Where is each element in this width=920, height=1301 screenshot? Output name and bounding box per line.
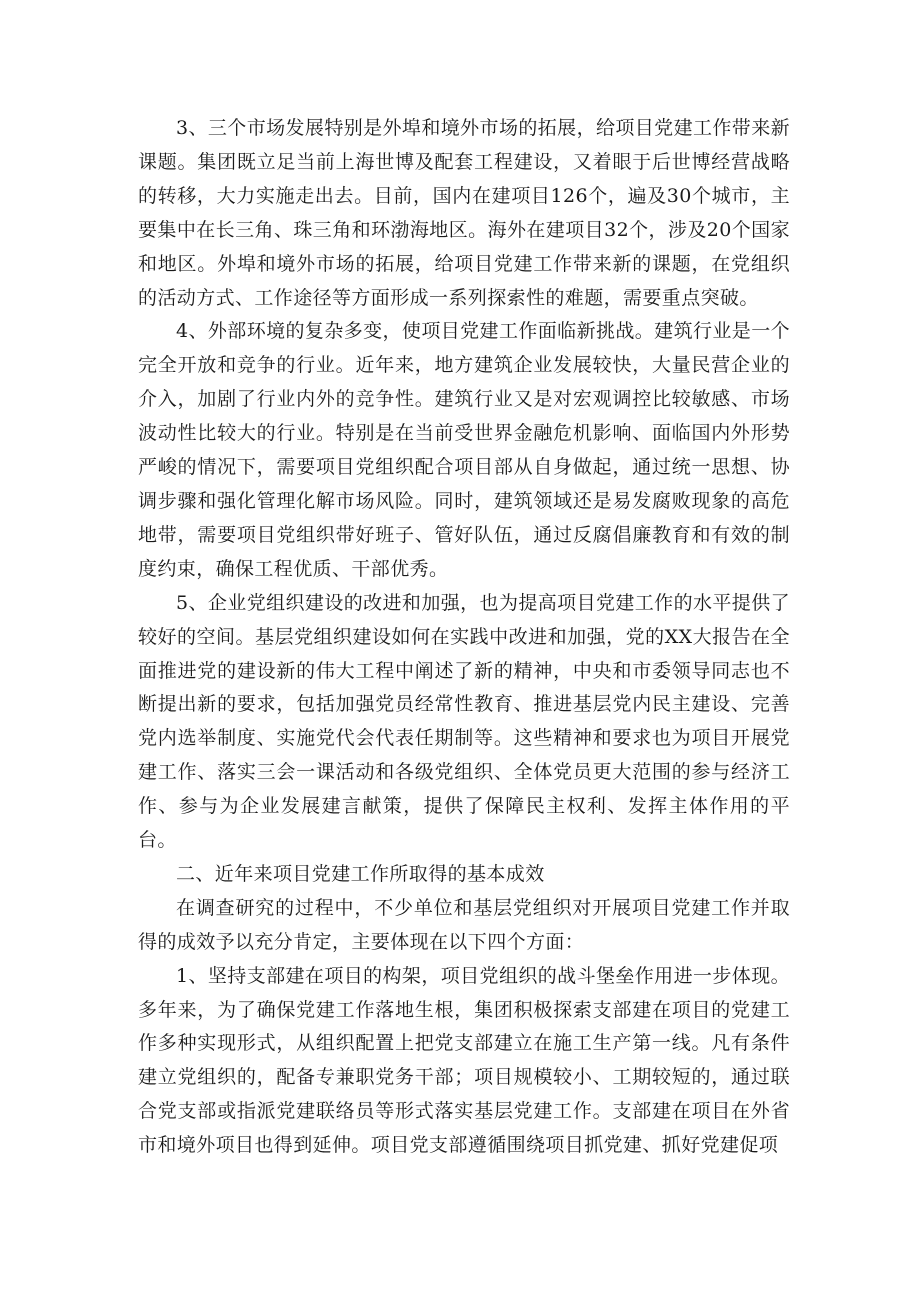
document-body <box>138 112 790 1163</box>
paragraph-3-three-markets: 3、三个市场发展特别是外埠和境外市场的拓展，给项目党建工作带来新课题。集团既立足当前上海世博及配套工程建设，又着眼于后世博经营战略的转移，大力实施走出去。目前，国内在建项目126个，遍及30个城市，主要集中在长三角、珠三角和环渤海地区。海外在建项目32个，涉及20个国家和地区。外埠和境外市场的拓展，给项目党建工作带来新的课题，在党组织的活动方式、工作途径等方面形成一系列探索性的难题，需要重点突破。 <box>138 117 790 309</box>
section-heading-achievements: 二、近年来项目党建工作所取得的基本成效 <box>176 862 545 885</box>
paragraph-5-party-organization: 5、企业党组织建设的改进和加强，也为提高项目党建工作的水平提供了较好的空间。基层党组织建设如何在实践中改进和加强，党的XX大报告在全面推进党的建设新的伟大工程中阐述了新的精神，中央和市委领导同志也不断提出新的要求，包括加强党员经常性教育、推进基层党内民主建设、完善党内选举制度、实施党代会代表任期制等。这些精神和要求也为项目开展党建工作、落实三会一课活动和各级党组织、全体党员更大范围的参与经济工作、参与为企业发展建言献策，提供了保障民主权利、发挥主体作用的平台。 <box>138 591 790 852</box>
paragraph-research-intro: 在调查研究的过程中，不少单位和基层党组织对开展项目党建工作并取得的成效予以充分肯定，主要体现在以下四个方面： <box>138 896 790 953</box>
paragraph-4-external-environment: 4、外部环境的复杂多变，使项目党建工作面临新挑战。建筑行业是一个完全开放和竞争的行业。近年来，地方建筑企业发展较快，大量民营企业的介入，加剧了行业内外的竞争性。建筑行业又是对宏观调控比较敏感、市场波动性比较大的行业。特别是在当前受世界金融危机影响、面临国内外形势严峻的情况下，需要项目党组织配合项目部从自身做起，通过统一思想、协调步骤和强化管理化解市场风险。同时，建筑领域还是易发腐败现象的高危地带，需要项目党组织带好班子、管好队伍，通过反腐倡廉教育和有效的制度约束，确保工程优质、干部优秀。 <box>138 320 790 580</box>
paragraph-1-branch-in-project: 1、坚持支部建在项目的构架，项目党组织的战斗堡垒作用进一步体现。多年来，为了确保党建工作落地生根，集团积极探索支部建在项目的党建工作多种实现形式，从组织配置上把党支部建立在施工生产第一线。凡有条件建立党组织的，配备专兼职党务干部；项目规模较小、工期较短的，通过联合党支部或指派党建联络员等形式落实基层党建工作。支部建在项目在外省市和境外项目也得到延伸。项目党支部遵循围绕项目抓党建、抓好党建促项 <box>138 964 790 1157</box>
